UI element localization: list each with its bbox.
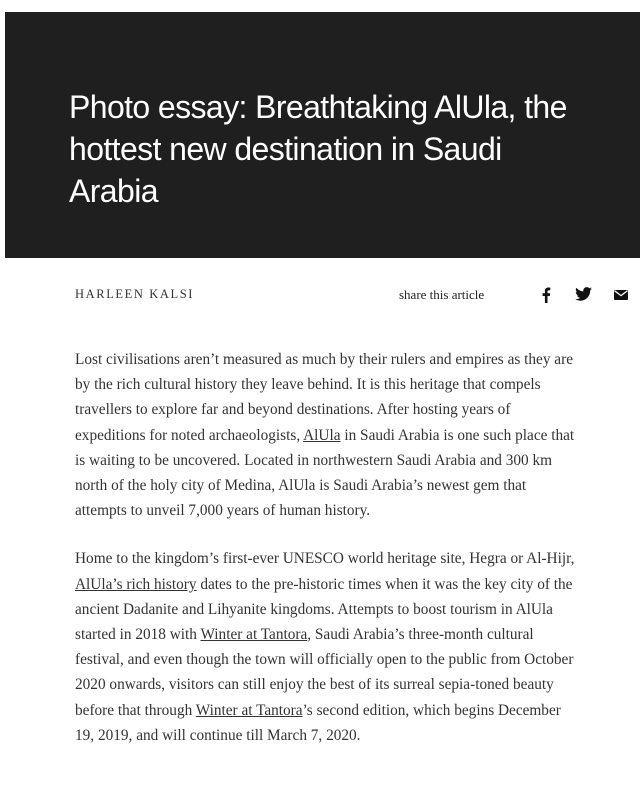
page-title: Photo essay: Breathtaking AlUla, the hottest new destination in Saudi Arabia	[69, 89, 567, 209]
author-name: HARLEEN KALSI	[75, 287, 195, 301]
winter-at-tantora-link-2[interactable]: Winter at Tantora	[195, 701, 303, 719]
article-hero	[5, 12, 640, 258]
paragraph-text: Home to the kingdom’s first-ever UNESCO world heritage site, Hegra or Al-Hijr,	[75, 550, 575, 568]
alula-history-link[interactable]: AlUla’s rich history	[75, 575, 197, 593]
article-paragraph	[75, 347, 575, 523]
paragraph-text: in Saudi Arabia is one such place that is waiting to be uncovered. Located in northwestern Saudi Arabia and 300 km north of the holy city of Medina, AlUla is Saudi Arabia’s newest gem that attempts to unveil 7,000 years of human history.	[75, 426, 575, 520]
winter-at-tantora-link[interactable]: Winter at Tantora	[200, 626, 308, 644]
facebook-icon[interactable]	[541, 287, 551, 303]
paragraph-text: Lost civilisations aren’t measured as much by their rulers and empires as they are by the rich cultural history they leave behind. It is this heritage that compels travellers to explore far and beyond destinations. After hosting years of expeditions for noted archaeologists,	[75, 351, 573, 444]
article-body	[75, 347, 575, 771]
share-label: share this article	[399, 287, 485, 302]
article-paragraph	[75, 546, 575, 748]
alula-link[interactable]: AlUla	[303, 426, 341, 444]
twitter-icon[interactable]	[575, 287, 592, 303]
paragraph-text: ’s second edition, which begins December 19, 2019, and will continue till March 7, 2020.	[75, 701, 561, 744]
byline-bar	[0, 281, 640, 309]
paragraph-text: , Saudi Arabia’s three-month cultural festival, and even though the town will officially open to the public from October 2020 onwards, visitors can still enjoy the best of its surreal sepia-toned beauty before that through	[75, 626, 574, 719]
mail-icon[interactable]	[614, 290, 628, 306]
paragraph-text: dates to the pre-historic times when it was the key city of the ancient Dadanite and Lihyanite kingdoms. Attempts to boost tourism in AlUla started in 2018 with	[75, 575, 573, 644]
